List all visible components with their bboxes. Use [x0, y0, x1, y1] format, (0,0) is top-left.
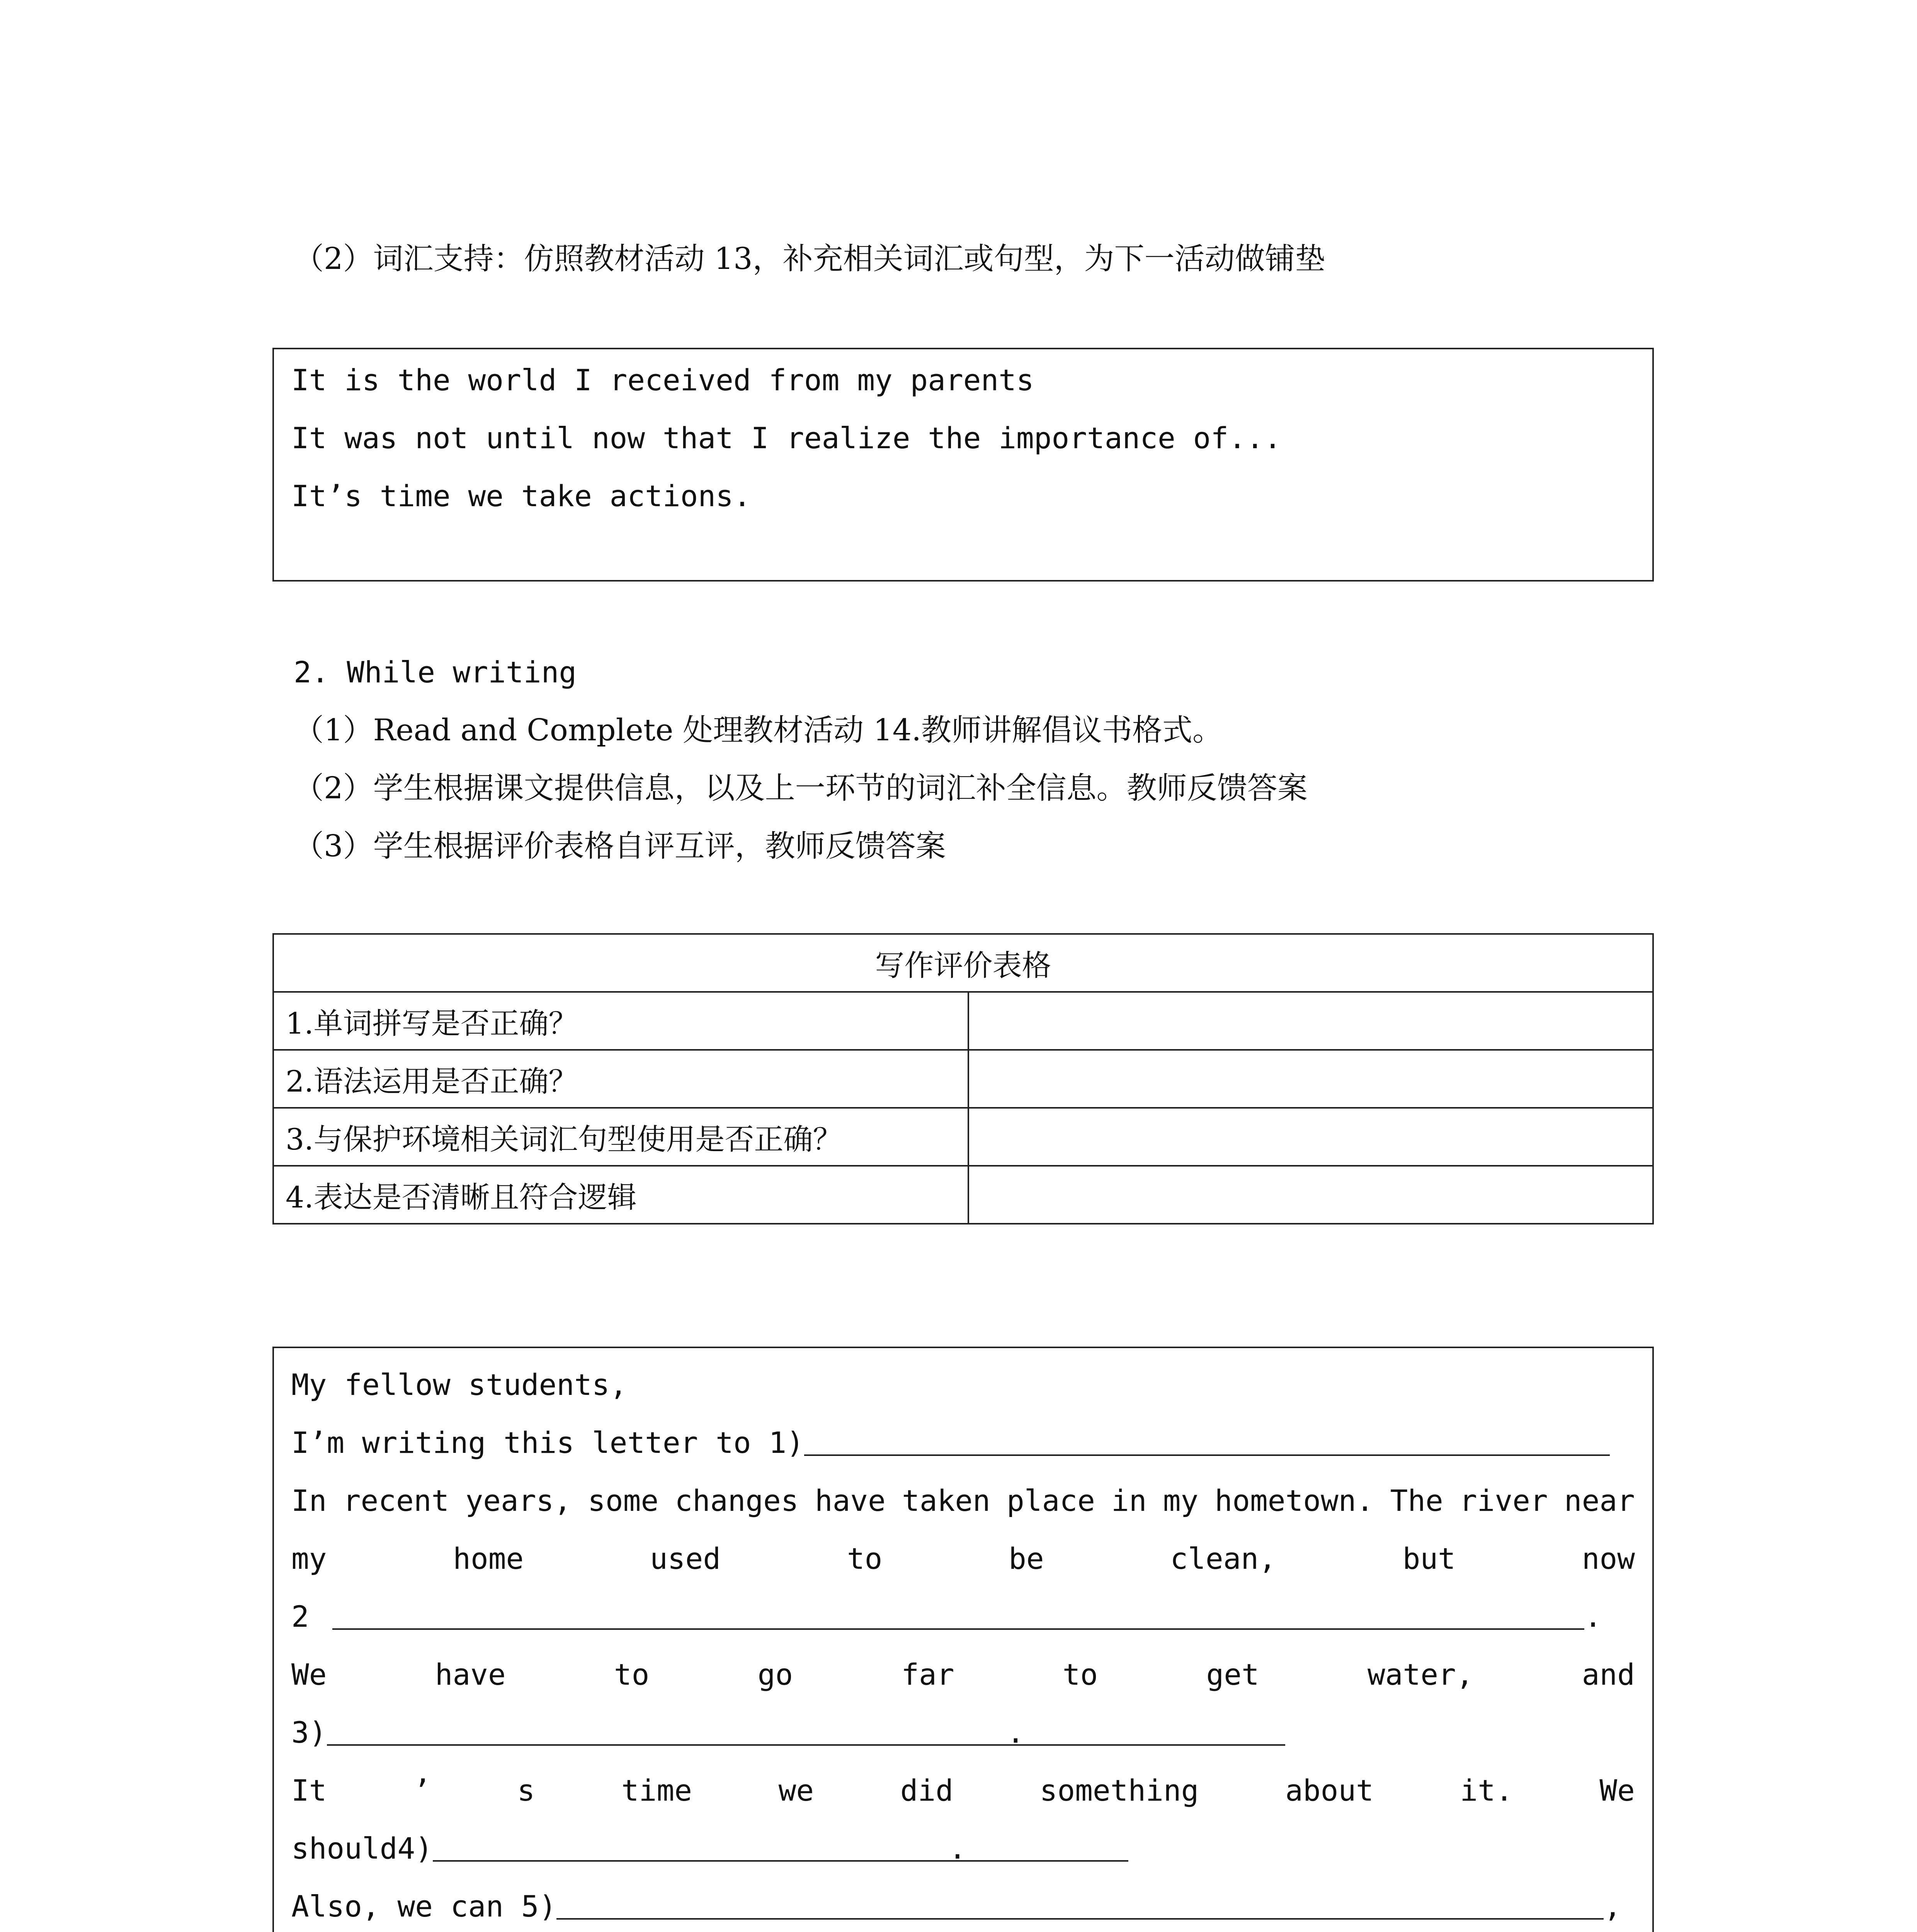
score-cell[interactable] [968, 1166, 1653, 1224]
score-cell[interactable] [968, 1050, 1653, 1108]
word: We [291, 1657, 327, 1692]
letter-line-5 [291, 1655, 1635, 1713]
word: It [291, 1773, 327, 1808]
evaluation-table [272, 933, 1654, 1225]
word: we [778, 1773, 814, 1808]
period: . [949, 1831, 966, 1866]
letter-line-4 [291, 1597, 1635, 1655]
word: near [1564, 1483, 1635, 1518]
while-writing-heading: 2. While writing [294, 655, 577, 689]
word: far [901, 1657, 954, 1692]
score-cell[interactable] [968, 1108, 1653, 1166]
table-row [273, 1108, 1653, 1166]
word: now [1582, 1541, 1635, 1576]
word: and [1582, 1657, 1635, 1692]
vocab-sentence-2: It was not until now that I realize the importance of... [291, 421, 1282, 455]
word: get [1206, 1657, 1259, 1692]
vocab-sentence-1: It is the world I received from my parents [291, 363, 1034, 397]
letter-line-6 [291, 1713, 1635, 1771]
word: to [1062, 1657, 1098, 1692]
letter-line-1-text: I’m writing this letter to 1) [291, 1425, 804, 1460]
word: ’ [413, 1773, 431, 1808]
letter-line-8 [291, 1829, 1635, 1887]
vocab-support-item: （2）词汇支持：仿照教材活动 13，补充相关词汇或句型，为下一活动做铺垫 [294, 242, 1325, 276]
word: my [291, 1541, 327, 1576]
letter-salutation [291, 1366, 1635, 1423]
period: . [1584, 1599, 1602, 1634]
word: We [1599, 1773, 1635, 1808]
blank-number-4: should4) [291, 1831, 433, 1866]
word: to [614, 1657, 650, 1692]
blank-2[interactable] [332, 1597, 1584, 1630]
vocab-sentence-3: It’s time we take actions. [291, 479, 751, 513]
word: hometown. [1214, 1483, 1374, 1518]
blank-5[interactable] [556, 1887, 1604, 1920]
word: place [1007, 1483, 1095, 1518]
word: some [588, 1483, 659, 1518]
word: water, [1367, 1657, 1474, 1692]
period: . [1007, 1715, 1025, 1750]
criterion-vocabulary: 3.与保护环境相关词汇句型使用是否正确？ [273, 1108, 968, 1166]
table-row [273, 992, 1653, 1050]
vocab-box [272, 348, 1654, 582]
table-row [273, 934, 1653, 992]
criterion-grammar: 2.语法运用是否正确？ [273, 1050, 968, 1108]
blank-3[interactable] [327, 1713, 1025, 1750]
blank-number-3: 3) [291, 1715, 327, 1750]
word: used [650, 1541, 721, 1576]
blank-1[interactable] [804, 1423, 1610, 1456]
word: changes [675, 1483, 799, 1518]
word: did [900, 1773, 953, 1808]
word: be [1009, 1541, 1044, 1576]
score-cell[interactable] [968, 992, 1653, 1050]
word: clean, [1170, 1541, 1276, 1576]
word: it. [1460, 1773, 1513, 1808]
word: taken [902, 1483, 990, 1518]
word: something [1039, 1773, 1199, 1808]
while-writing-item-3: （3）学生根据评价表格自评互评，教师反馈答案 [294, 829, 946, 864]
blank-number-5: Also, we can 5) [291, 1889, 557, 1923]
word: river [1459, 1483, 1548, 1518]
word: have [815, 1483, 886, 1518]
word: in [1111, 1483, 1147, 1518]
evaluation-table-title: 写作评价表格 [273, 934, 1653, 992]
letter-template-box [272, 1347, 1654, 1932]
blank-3-continued[interactable] [1022, 1713, 1285, 1746]
word: In [291, 1483, 327, 1518]
while-writing-item-1: （1）Read and Complete 处理教材活动 14.教师讲解倡议书格式。 [294, 713, 1223, 748]
word: The [1390, 1483, 1443, 1518]
blank-number-2: 2 [291, 1599, 309, 1634]
table-row [273, 1050, 1653, 1108]
word: but [1402, 1541, 1456, 1576]
letter-line-9 [291, 1887, 1635, 1932]
criterion-clarity: 4.表达是否清晰且符合逻辑 [273, 1166, 968, 1224]
word: recent [343, 1483, 449, 1518]
blank-4[interactable] [433, 1829, 966, 1866]
salutation-text: My fellow students, [291, 1367, 628, 1402]
letter-line-7 [291, 1771, 1635, 1829]
letter-line-2 [291, 1481, 1635, 1539]
while-writing-item-2: （2）学生根据课文提供信息，以及上一环节的词汇补全信息。教师反馈答案 [294, 771, 1308, 806]
comma: , [1604, 1889, 1622, 1923]
word: years, [465, 1483, 572, 1518]
letter-line-1 [291, 1423, 1635, 1481]
word: to [847, 1541, 883, 1576]
word: my [1163, 1483, 1199, 1518]
word: s [517, 1773, 535, 1808]
criterion-spelling: 1.单词拼写是否正确？ [273, 992, 968, 1050]
blank-4-continued[interactable] [958, 1829, 1128, 1862]
word: about [1285, 1773, 1374, 1808]
word: go [757, 1657, 793, 1692]
letter-line-3 [291, 1539, 1635, 1597]
word: time [621, 1773, 692, 1808]
word: home [453, 1541, 524, 1576]
word: have [435, 1657, 506, 1692]
table-row [273, 1166, 1653, 1224]
